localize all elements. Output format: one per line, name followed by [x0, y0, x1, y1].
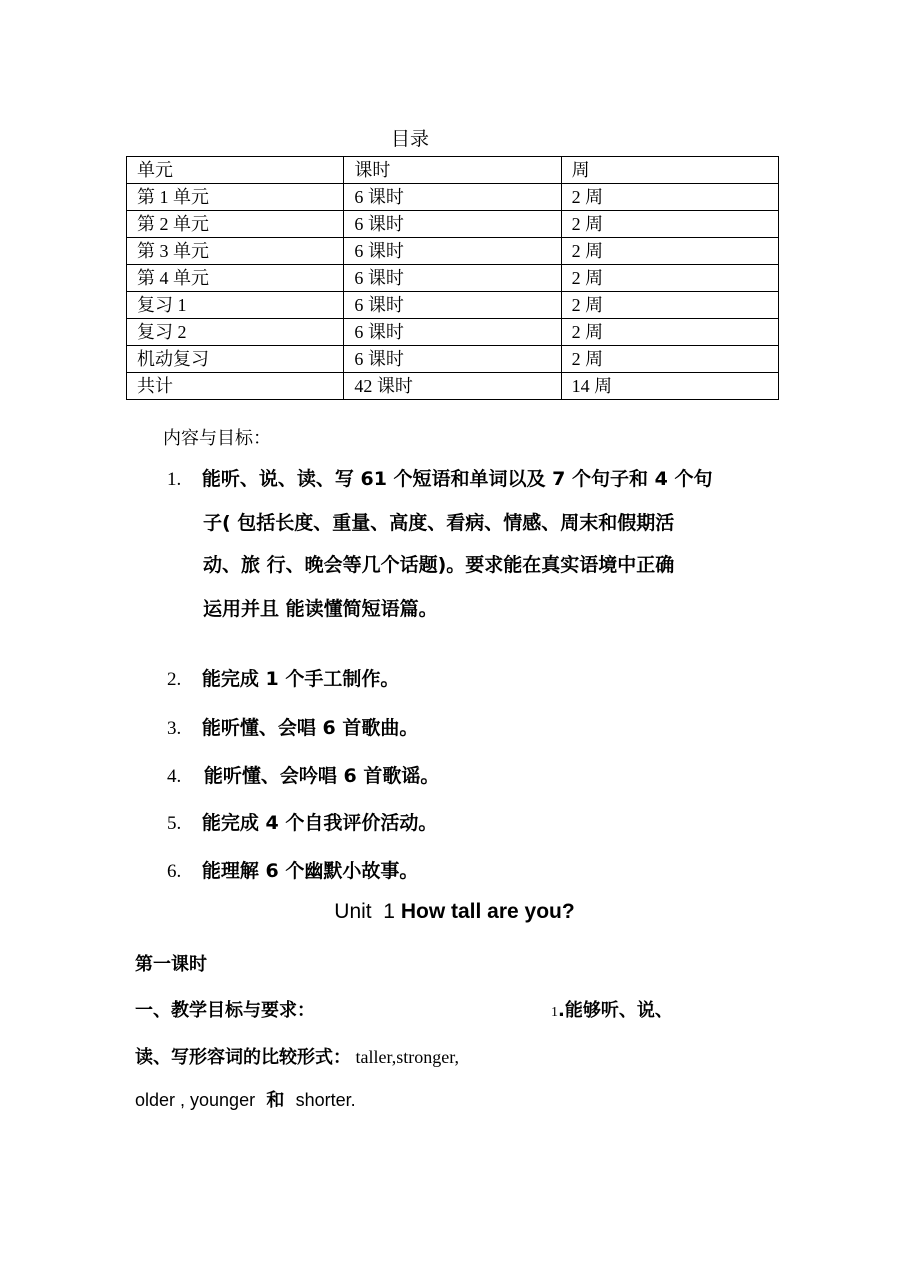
table-cell: 6 课时	[344, 238, 561, 265]
table-cell: 6 课时	[344, 292, 561, 319]
goal-text: 能理解 6 个幽默小故事。	[201, 860, 419, 882]
goal-item-2	[167, 664, 399, 691]
goal-text: 能完成 1 个手工制作。	[201, 668, 400, 690]
header-cell: 周	[561, 157, 778, 184]
goal-line: 动、旅 行、晚会等几个话题)。要求能在真实语境中正确	[203, 554, 675, 576]
goal-item-4	[167, 761, 439, 788]
goal-number: 3.	[167, 718, 182, 739]
header-cell: 课时	[344, 157, 561, 184]
goal-item-5	[167, 808, 437, 835]
toc-table	[126, 156, 779, 400]
table-row	[127, 346, 779, 373]
objective-item-1	[551, 996, 673, 1022]
objective-text-en: taller,stronger,	[351, 1047, 460, 1067]
table-cell: 2 周	[561, 184, 778, 211]
table-cell: 14 周	[561, 373, 778, 400]
goal-text: 能听懂、会吟唱 6 首歌谣。	[203, 765, 440, 787]
table-cell: 第 3 单元	[127, 238, 344, 265]
table-cell: 6 课时	[344, 319, 561, 346]
goal-line: 子( 包括长度、重量、高度、看病、情感、周末和假期活	[203, 512, 675, 534]
header-cell: 单元	[127, 157, 344, 184]
table-row	[127, 292, 779, 319]
table-cell: 2 周	[561, 292, 778, 319]
unit-title	[0, 900, 909, 924]
goal-line: 能听、说、读、写 61 个短语和单词以及 7 个句子和 4 个句	[201, 468, 713, 490]
objective-text-cn: 读、写形容词的比较形式：	[135, 1047, 351, 1068]
table-row	[127, 184, 779, 211]
objective-text: .能够听、说、	[558, 1000, 673, 1021]
table-row	[127, 238, 779, 265]
table-cell: 6 课时	[344, 211, 561, 238]
goal-number: 2.	[167, 669, 182, 690]
goals-heading: 内容与目标：	[163, 428, 271, 449]
table-cell: 2 周	[561, 265, 778, 292]
objective-number: 1	[551, 1005, 558, 1020]
goal-item-6	[167, 856, 418, 883]
table-cell: 机动复习	[127, 346, 344, 373]
goal-line: 运用并且 能读懂简短语篇。	[203, 598, 438, 620]
objective-text-cn: 和	[260, 1090, 291, 1111]
unit-name: How tall are you?	[400, 900, 575, 923]
goal-number: 6.	[167, 861, 182, 882]
table-cell: 第 2 单元	[127, 211, 344, 238]
table-cell: 6 课时	[344, 346, 561, 373]
goal-text: 能完成 4 个自我评价活动。	[201, 812, 438, 834]
table-cell: 2 周	[561, 346, 778, 373]
table-header-row	[127, 157, 779, 184]
objective-text-en: shorter.	[290, 1090, 356, 1110]
table-row	[127, 211, 779, 238]
goal-item-1	[167, 464, 712, 491]
table-cell: 第 4 单元	[127, 265, 344, 292]
table-cell: 第 1 单元	[127, 184, 344, 211]
table-cell: 2 周	[561, 319, 778, 346]
table-row	[127, 373, 779, 400]
objective-line-3	[135, 1086, 356, 1112]
table-cell: 6 课时	[344, 265, 561, 292]
table-cell: 2 周	[561, 211, 778, 238]
table-cell: 6 课时	[344, 184, 561, 211]
objective-label: 一、教学目标与要求：	[135, 1000, 315, 1021]
table-cell: 2 周	[561, 238, 778, 265]
table-row	[127, 265, 779, 292]
table-cell: 复习 1	[127, 292, 344, 319]
table-row	[127, 319, 779, 346]
table-cell: 复习 2	[127, 319, 344, 346]
toc-title: 目录	[390, 128, 429, 150]
table-cell: 42 课时	[344, 373, 561, 400]
goal-number: 5.	[167, 813, 182, 834]
objective-line-2	[135, 1043, 459, 1069]
goal-text: 能听懂、会唱 6 首歌曲。	[201, 717, 419, 739]
unit-prefix: Unit 1	[334, 900, 401, 923]
lesson-title: 第一课时	[135, 954, 207, 975]
table-cell: 共计	[127, 373, 344, 400]
goal-number: 1.	[167, 469, 182, 490]
goal-item-3	[167, 713, 418, 740]
objective-text-en: older , younger	[135, 1090, 261, 1110]
goal-number: 4.	[167, 766, 182, 787]
